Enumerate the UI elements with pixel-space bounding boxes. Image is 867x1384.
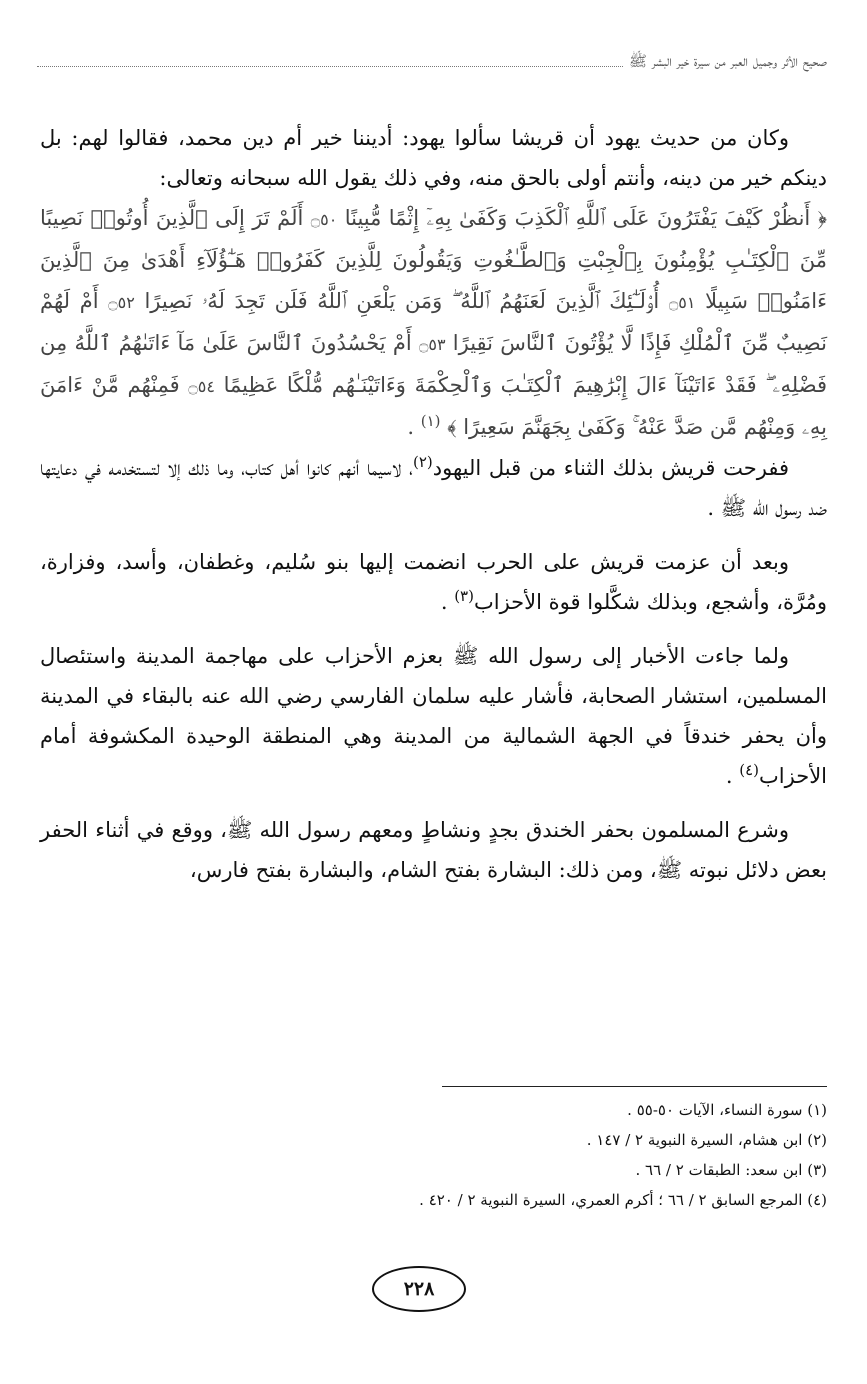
paragraph-2-rest: ، لاسيما أنهم كانوا أهل كتاب، وما ذلك إلا لتستخدمه في دعايتها ضد رسول الله ﷺ . xyxy=(40,456,827,520)
footnote-ref-2: (٢) xyxy=(413,453,433,471)
page-number: ٢٢٨ xyxy=(372,1266,466,1312)
verse-part-1: أَنظُرْ كَيْفَ يَفْتَرُونَ عَلَى ٱللَّهِ ٱلْكَذِبَ وَكَفَىٰ بِهِۦٓ إِثْمًا مُّبِينًا xyxy=(344,206,811,230)
header-dotted-rule xyxy=(37,66,623,67)
verse-end-dot: . xyxy=(407,415,415,439)
paragraph-3-text: وبعد أن عزمت قريش على الحرب انضمت إليها بنو سُليم، وغطفان، وأسد، وفزارة، ومُرَّة، وأشجع، وبذلك شكَّلوا قوة الأحزاب xyxy=(40,550,827,614)
quran-verse-block xyxy=(40,198,827,448)
paragraph-3 xyxy=(40,542,827,622)
footnote-ref-4: (٤) xyxy=(739,761,760,779)
footnote-2: (٢) ابن هشام، السيرة النبوية ٢ / ١٤٧ . xyxy=(586,1131,827,1149)
verse-part-5: أَمْ يَحْسُدُونَ ٱلنَّاسَ عَلَىٰ مَآ ءَاتَىٰهُمُ ٱللَّهُ مِن فَضْلِهِۦ ۖ فَقَدْ ءَاتَيْنَآ ءَالَ إِبْرَٰهِيمَ ٱلْكِتَـٰبَ وَٱلْحِكْمَةَ وَءَاتَيْنَـٰهُم مُّلْكًا عَظِيمًا xyxy=(40,331,827,397)
verse-close-bracket: ﴾ xyxy=(447,415,457,439)
running-header xyxy=(37,52,827,74)
footnotes xyxy=(40,1095,827,1215)
paragraph-1-text: وكان من حديث يهود أن قريشا سألوا يهود: أديننا خير أم دين محمد، فقالوا لهم: بل دينكم خير من دينه، وأنتم أولى بالحق منه، وفي ذلك يقول الله سبحانه وتعالى: xyxy=(40,126,827,190)
verse-part-6: فَمِنْهُم مَّنْ ءَامَنَ بِهِۦ وَمِنْهُم مَّن صَدَّ عَنْهُ ۚ وَكَفَىٰ بِجَهَنَّمَ سَعِيرًا xyxy=(40,373,827,439)
paragraph-4-text: ولما جاءت الأخبار إلى رسول الله ﷺ بعزم الأحزاب على مهاجمة المدينة واستئصال المسلمين، استشار الصحابة، فأشار عليه سلمان الفارسي رضي الله عنه بالبقاء في المدينة وأن يحفر خندقاً في الجهة الشمالية من المدينة وهي المنطقة الوحيدة المكشوفة أمام الأحزاب xyxy=(40,644,827,788)
verse-part-2: أَلَمْ تَرَ إِلَى ٱلَّذِينَ أُوتُوا۟ نَصِيبًا مِّنَ ٱلْكِتَـٰبِ يُؤْمِنُونَ بِٱلْجِبْتِ وَٱلطَّـٰغُوتِ وَيَقُولُونَ لِلَّذِينَ كَفَرُوا۟ هَـٰٓؤُلَآءِ أَهْدَىٰ مِنَ ٱلَّذِينَ ءَامَنُوا۟ سَبِيلًا xyxy=(40,206,827,313)
verse-part-3: أُو۟لَـٰٓئِكَ ٱلَّذِينَ لَعَنَهُمُ ٱللَّهُ ۖ وَمَن يَلْعَنِ ٱللَّهُ فَلَن تَجِدَ لَهُۥ نَصِيرًا xyxy=(144,289,660,313)
verse-number-4: ۝٥٣ xyxy=(418,335,446,354)
paragraph-4 xyxy=(40,636,827,796)
main-text xyxy=(40,118,827,890)
footnote-3: (٣) ابن سعد: الطبقات ٢ / ٦٦ . xyxy=(635,1161,827,1179)
verse-open-bracket: ﴿ xyxy=(817,206,827,230)
footnote-1: (١) سورة النساء، الآيات ٥٠-٥٥ . xyxy=(627,1101,827,1119)
paragraph-1 xyxy=(40,118,827,198)
paragraph-4-end: . xyxy=(725,764,733,788)
verse-number-1: ۝٥٠ xyxy=(310,210,338,229)
paragraph-2-text: ففرحت قريش بذلك الثناء من قبل اليهود xyxy=(432,456,789,480)
footnote-separator xyxy=(442,1086,827,1087)
paragraph-3-end: . xyxy=(440,590,448,614)
verse-number-5: ۝٥٤ xyxy=(188,377,215,396)
footnote-4: (٤) المرجع السابق ٢ / ٦٦ ؛ أكرم العمري، السيرة النبوية ٢ / ٤٢٠ . xyxy=(419,1191,827,1209)
verse-part-4: أَمْ لَهُمْ نَصِيبٌ مِّنَ ٱلْمُلْكِ فَإِذًا لَّا يُؤْتُونَ ٱلنَّاسَ نَقِيرًا xyxy=(40,289,827,355)
running-title: صحيح الأثر وجميل العبر من سيرة خير البشر ﷺ xyxy=(628,52,827,70)
footnote-ref-3: (٣) xyxy=(454,587,474,605)
paragraph-2 xyxy=(40,448,827,528)
footnote-ref-1: (١) xyxy=(420,412,441,430)
verse-number-3: ۝٥٢ xyxy=(108,293,135,312)
verse-number-2: ۝٥١ xyxy=(668,293,696,312)
paragraph-5-text: وشرع المسلمون بحفر الخندق بجدٍ ونشاطٍ ومعهم رسول الله ﷺ، ووقع في أثناء الحفر بعض دلائل نبوته ﷺ، ومن ذلك: البشارة بفتح الشام، والبشارة بفتح فارس، xyxy=(40,818,827,882)
paragraph-5 xyxy=(40,810,827,890)
